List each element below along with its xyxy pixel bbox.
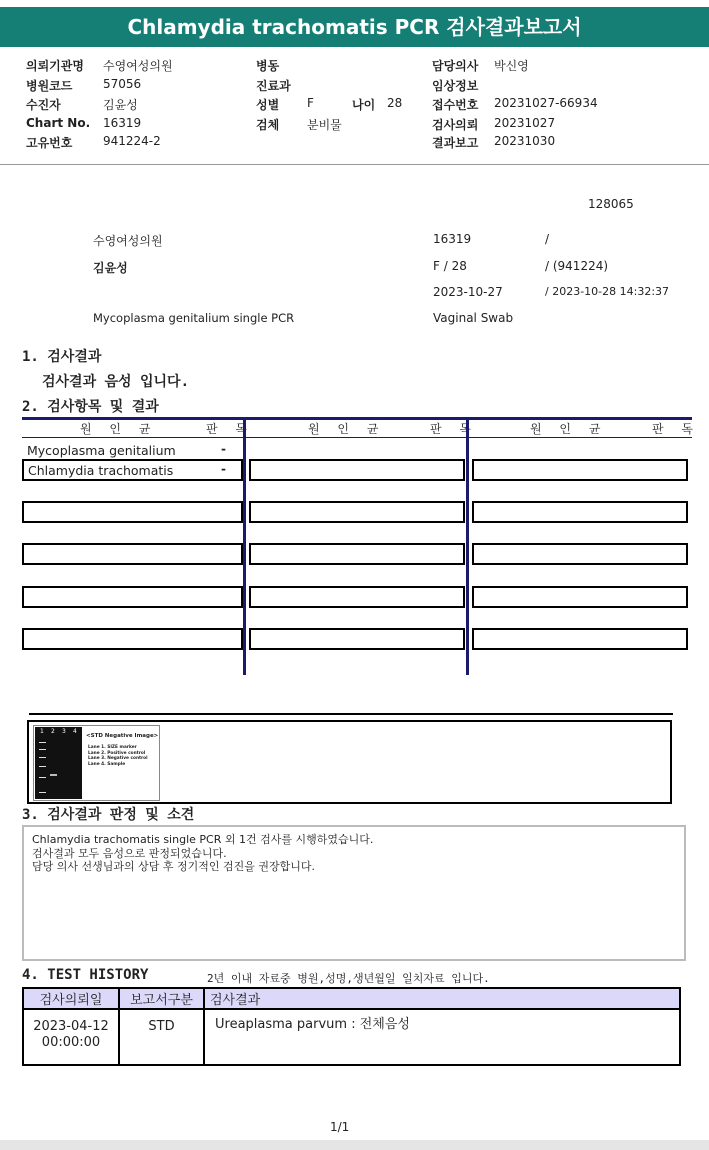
result-row-2-judgement: - [221, 462, 226, 476]
history-time: 00:00:00 [41, 1035, 101, 1050]
unique-value: 941224-2 [103, 134, 161, 148]
clinical-label: 임상정보 [432, 79, 479, 93]
specimen-value: 분비물 [307, 118, 342, 132]
report-value: 20231030 [494, 134, 556, 148]
report-label: 결과보고 [432, 136, 479, 150]
summary-request-date: 2023-10-27 [433, 285, 503, 299]
gel-legend-item: Lane 2. Positive control [88, 750, 146, 756]
gel-band [39, 792, 46, 793]
hospital-code-value: 57056 [103, 77, 142, 91]
header-divider [0, 164, 709, 165]
patient-value: 김윤성 [103, 98, 138, 112]
gel-band [39, 777, 46, 778]
history-date-cell [23, 1009, 119, 1065]
report-number: 128065 [588, 197, 634, 211]
institution-label: 의뢰기관명 [26, 59, 84, 73]
summary-institution: 수영여성의원 [93, 234, 163, 248]
col-pathogen-1: 원 인 균 [80, 422, 158, 436]
result-box [472, 628, 688, 650]
result-box [22, 501, 243, 523]
result-row-2-cell [22, 459, 243, 481]
summary-birth: / (941224) [545, 259, 609, 273]
gel-title: <STD Negative Image> [86, 733, 159, 739]
gel-band [39, 766, 46, 767]
results-table-header-line [22, 437, 692, 438]
opinion-box [22, 825, 686, 961]
result-box [22, 586, 243, 608]
summary-sex-age: F / 28 [433, 259, 467, 273]
col-judgement-1: 판 독 [206, 422, 254, 436]
result-row-1-pathogen: Mycoplasma genitalium [27, 443, 176, 458]
gel-legend-item: Lane 3. Negative control [88, 756, 148, 761]
history-header-result: 검사결과 [204, 988, 680, 1009]
gel-divider [29, 713, 673, 715]
result-box [249, 459, 465, 481]
col-judgement-2: 판 독 [430, 422, 478, 436]
patient-label: 수진자 [26, 98, 61, 112]
dept-label: 진료과 [256, 79, 291, 93]
history-header-type: 보고서구분 [119, 988, 204, 1009]
chart-value: 16319 [103, 116, 142, 130]
result-box [249, 501, 465, 523]
history-header-row [23, 988, 680, 1009]
sex-value: F [307, 96, 314, 110]
doctor-value: 박신영 [494, 59, 529, 73]
section1-result: 검사결과 음성 입니다. [42, 374, 190, 390]
gel-band [39, 749, 46, 750]
hospital-code-label: 병원코드 [26, 79, 73, 93]
section1-title: 1. 검사결과 [22, 349, 102, 365]
result-box [472, 586, 688, 608]
page-number: 1/1 [330, 1120, 350, 1134]
gel-lanes [35, 727, 82, 799]
lane-label: 4 [73, 728, 77, 735]
receipt-label: 접수번호 [432, 98, 479, 112]
gel-legend-item: Lane 4. Sample [88, 761, 126, 767]
section3-title: 3. 검사결과 판정 및 소견 [22, 807, 195, 823]
summary-report-datetime: / 2023-10-28 14:32:37 [545, 285, 670, 298]
ward-label: 병동 [256, 59, 280, 73]
gel-image [33, 725, 160, 801]
gel-band [39, 757, 46, 758]
result-box [22, 543, 243, 565]
gel-legend [88, 745, 148, 767]
result-box [472, 501, 688, 523]
result-row-1-judgement: - [221, 442, 226, 456]
lane-label: 3 [62, 728, 66, 735]
result-box [472, 543, 688, 565]
specimen-label: 검체 [256, 118, 280, 132]
history-table [22, 987, 681, 1066]
sex-label: 성별 [256, 98, 280, 112]
opinion-line: 검사결과 모두 음성으로 판정되었습니다. [32, 846, 227, 860]
gel-band [50, 774, 57, 776]
section4-title: 4. TEST HISTORY [22, 967, 149, 983]
history-row [23, 1009, 680, 1065]
receipt-value: 20231027-66934 [494, 96, 598, 110]
gel-legend-item: Lane 1. SIZE marker [88, 745, 137, 750]
section2-title: 2. 검사항목 및 결과 [22, 399, 159, 415]
result-box [249, 543, 465, 565]
history-date: 2023-04-12 [33, 1019, 109, 1034]
request-value: 20231027 [494, 116, 556, 130]
summary-chart: 16319 [433, 232, 472, 246]
chart-label: Chart No. [26, 116, 91, 130]
history-header-date: 검사의뢰일 [23, 988, 119, 1009]
results-col-divider-1 [243, 417, 246, 675]
results-col-divider-2 [466, 417, 469, 675]
col-judgement-3: 판 독 [652, 422, 700, 436]
summary-specimen: Vaginal Swab [433, 311, 514, 325]
result-box [472, 459, 688, 481]
col-pathogen-3: 원 인 균 [530, 422, 608, 436]
age-label: 나이 [352, 98, 376, 112]
age-value: 28 [387, 96, 403, 110]
institution-value: 수영여성의원 [103, 59, 173, 73]
summary-slash: / [545, 232, 550, 246]
summary-patient: 김윤성 [93, 261, 128, 275]
result-box [249, 586, 465, 608]
result-box [22, 628, 243, 650]
unique-label: 고유번호 [26, 136, 73, 150]
opinion-line: Chlamydia trachomatis single PCR 외 1건 검사를 시행하였습니다. [32, 833, 374, 846]
gel-band [39, 742, 46, 743]
page-bottom-strip [0, 1140, 709, 1150]
doctor-label: 담당의사 [432, 59, 479, 73]
result-box [249, 628, 465, 650]
report-title: Chlamydia trachomatis PCR 검사결과보고서 [0, 7, 709, 47]
history-result: Ureaplasma parvum : 전체음성 [204, 1009, 680, 1065]
opinion-line: 담당 의사 선생님과의 상담 후 정기적인 검진을 권장합니다. [32, 860, 315, 873]
result-row-2-pathogen: Chlamydia trachomatis [28, 463, 174, 478]
gel-image-frame [27, 720, 672, 804]
col-pathogen-2: 원 인 균 [308, 422, 386, 436]
lane-label: 1 [40, 728, 44, 735]
lane-label: 2 [51, 728, 55, 735]
history-type: STD [119, 1009, 204, 1065]
opinion-text [32, 833, 373, 874]
history-note: 2년 이내 자료중 병원,성명,생년월일 일치자료 입니다. [207, 972, 490, 985]
summary-test: Mycoplasma genitalium single PCR [93, 311, 295, 325]
request-label: 검사의뢰 [432, 118, 479, 132]
